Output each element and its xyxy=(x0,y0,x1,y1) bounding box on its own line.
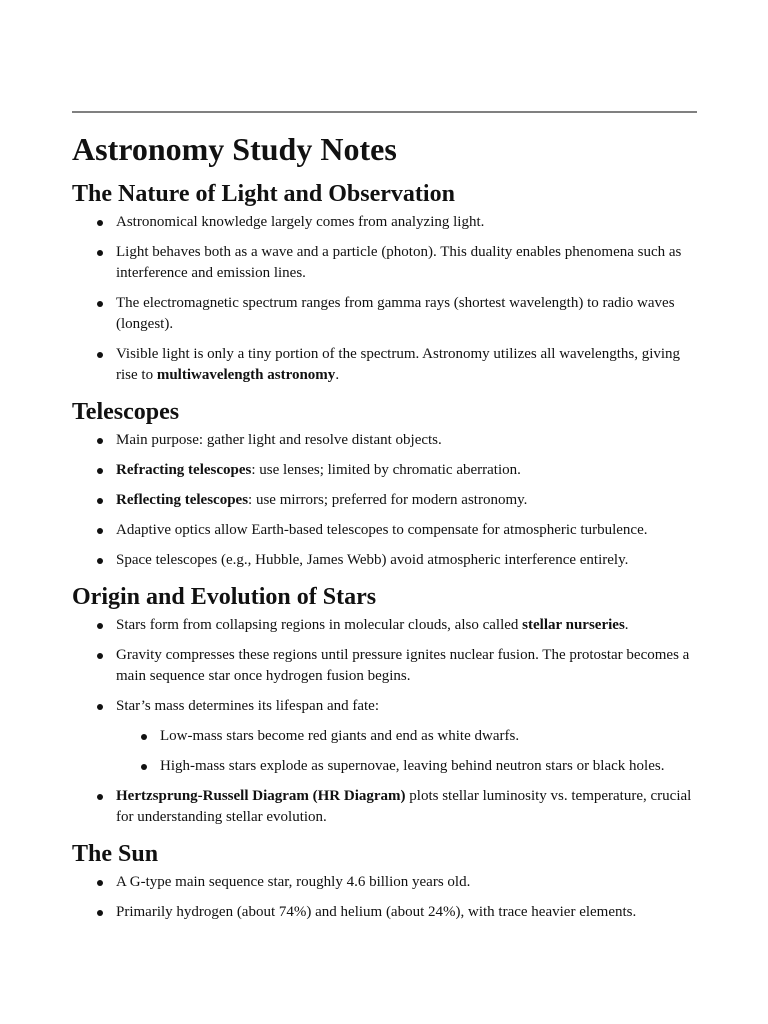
item-text: Low-mass stars become red giants and end as white dwarfs. xyxy=(160,728,520,744)
bold-term: Refracting telescopes xyxy=(116,462,252,478)
list-item xyxy=(72,212,697,233)
list-item xyxy=(72,645,697,687)
item-text: Stars form from collapsing regions in molecular clouds, also called xyxy=(116,617,523,633)
page-title: Astronomy Study Notes xyxy=(72,131,397,167)
list-item xyxy=(72,520,697,541)
list-item xyxy=(72,293,697,335)
horizontal-rule xyxy=(72,111,697,113)
item-text: Primarily hydrogen (about 74%) and helium (about 24%), with trace heavier elements. xyxy=(116,904,637,920)
nested-list-item xyxy=(116,726,697,747)
list-item xyxy=(72,615,697,636)
list-item xyxy=(72,872,697,893)
item-text: . xyxy=(335,367,340,383)
item-text: Adaptive optics allow Earth-based telescopes to compensate for atmospheric turbulence. xyxy=(116,522,648,538)
sun-list xyxy=(72,872,697,923)
stars-list xyxy=(72,615,697,828)
list-item xyxy=(72,460,697,481)
document-content xyxy=(72,128,697,932)
list-item xyxy=(72,344,697,386)
section-heading-sun: The Sun xyxy=(72,841,159,867)
nested-list-item xyxy=(116,756,697,777)
item-text: : use mirrors; preferred for modern astronomy. xyxy=(248,492,528,508)
list-item xyxy=(72,550,697,571)
item-text: High-mass stars explode as supernovae, leaving behind neutron stars or black holes. xyxy=(160,758,665,774)
nature-of-light-list xyxy=(72,212,697,386)
list-item xyxy=(72,242,697,284)
item-text: Main purpose: gather light and resolve distant objects. xyxy=(116,432,442,448)
item-text: plots stellar luminosity vs. temperature, crucial for understanding stellar evolution. xyxy=(116,788,692,825)
item-text: Light behaves both as a wave and a particle (photon). This duality enables phenomena such as interference and emission lines. xyxy=(116,244,682,281)
item-text: . xyxy=(624,617,629,633)
bold-term: Hertzsprung-Russell Diagram (HR Diagram) xyxy=(116,788,406,804)
list-item xyxy=(72,786,697,828)
item-text: Astronomical knowledge largely comes from analyzing light. xyxy=(116,214,485,230)
nested-list xyxy=(116,726,697,777)
item-text: Star’s mass determines its lifespan and fate: xyxy=(116,698,379,714)
telescopes-list xyxy=(72,430,697,571)
list-item xyxy=(72,490,697,511)
bold-term: stellar nurseries xyxy=(522,617,625,633)
item-text: The electromagnetic spectrum ranges from gamma rays (shortest wavelength) to radio waves (longest). xyxy=(116,295,675,332)
list-item xyxy=(72,430,697,451)
section-heading-nature-of-light: The Nature of Light and Observation xyxy=(72,181,455,207)
item-text: : use lenses; limited by chromatic aberration. xyxy=(251,462,521,478)
bold-term: multiwavelength astronomy xyxy=(156,367,336,383)
item-text: Visible light is only a tiny portion of the spectrum. Astronomy utilizes all wavelengths, giving rise to xyxy=(116,346,681,383)
item-text: A G-type main sequence star, roughly 4.6 billion years old. xyxy=(116,874,471,890)
list-item xyxy=(72,696,697,777)
item-text: Space telescopes (e.g., Hubble, James Webb) avoid atmospheric interference entirely. xyxy=(116,552,629,568)
section-heading-stars: Origin and Evolution of Stars xyxy=(72,584,377,610)
bold-term: Reflecting telescopes xyxy=(116,492,249,508)
item-text: Gravity compresses these regions until pressure ignites nuclear fusion. The protostar becomes a main sequence star once hydrogen fusion begins. xyxy=(116,647,690,684)
section-heading-telescopes: Telescopes xyxy=(72,399,180,425)
list-item xyxy=(72,902,697,923)
